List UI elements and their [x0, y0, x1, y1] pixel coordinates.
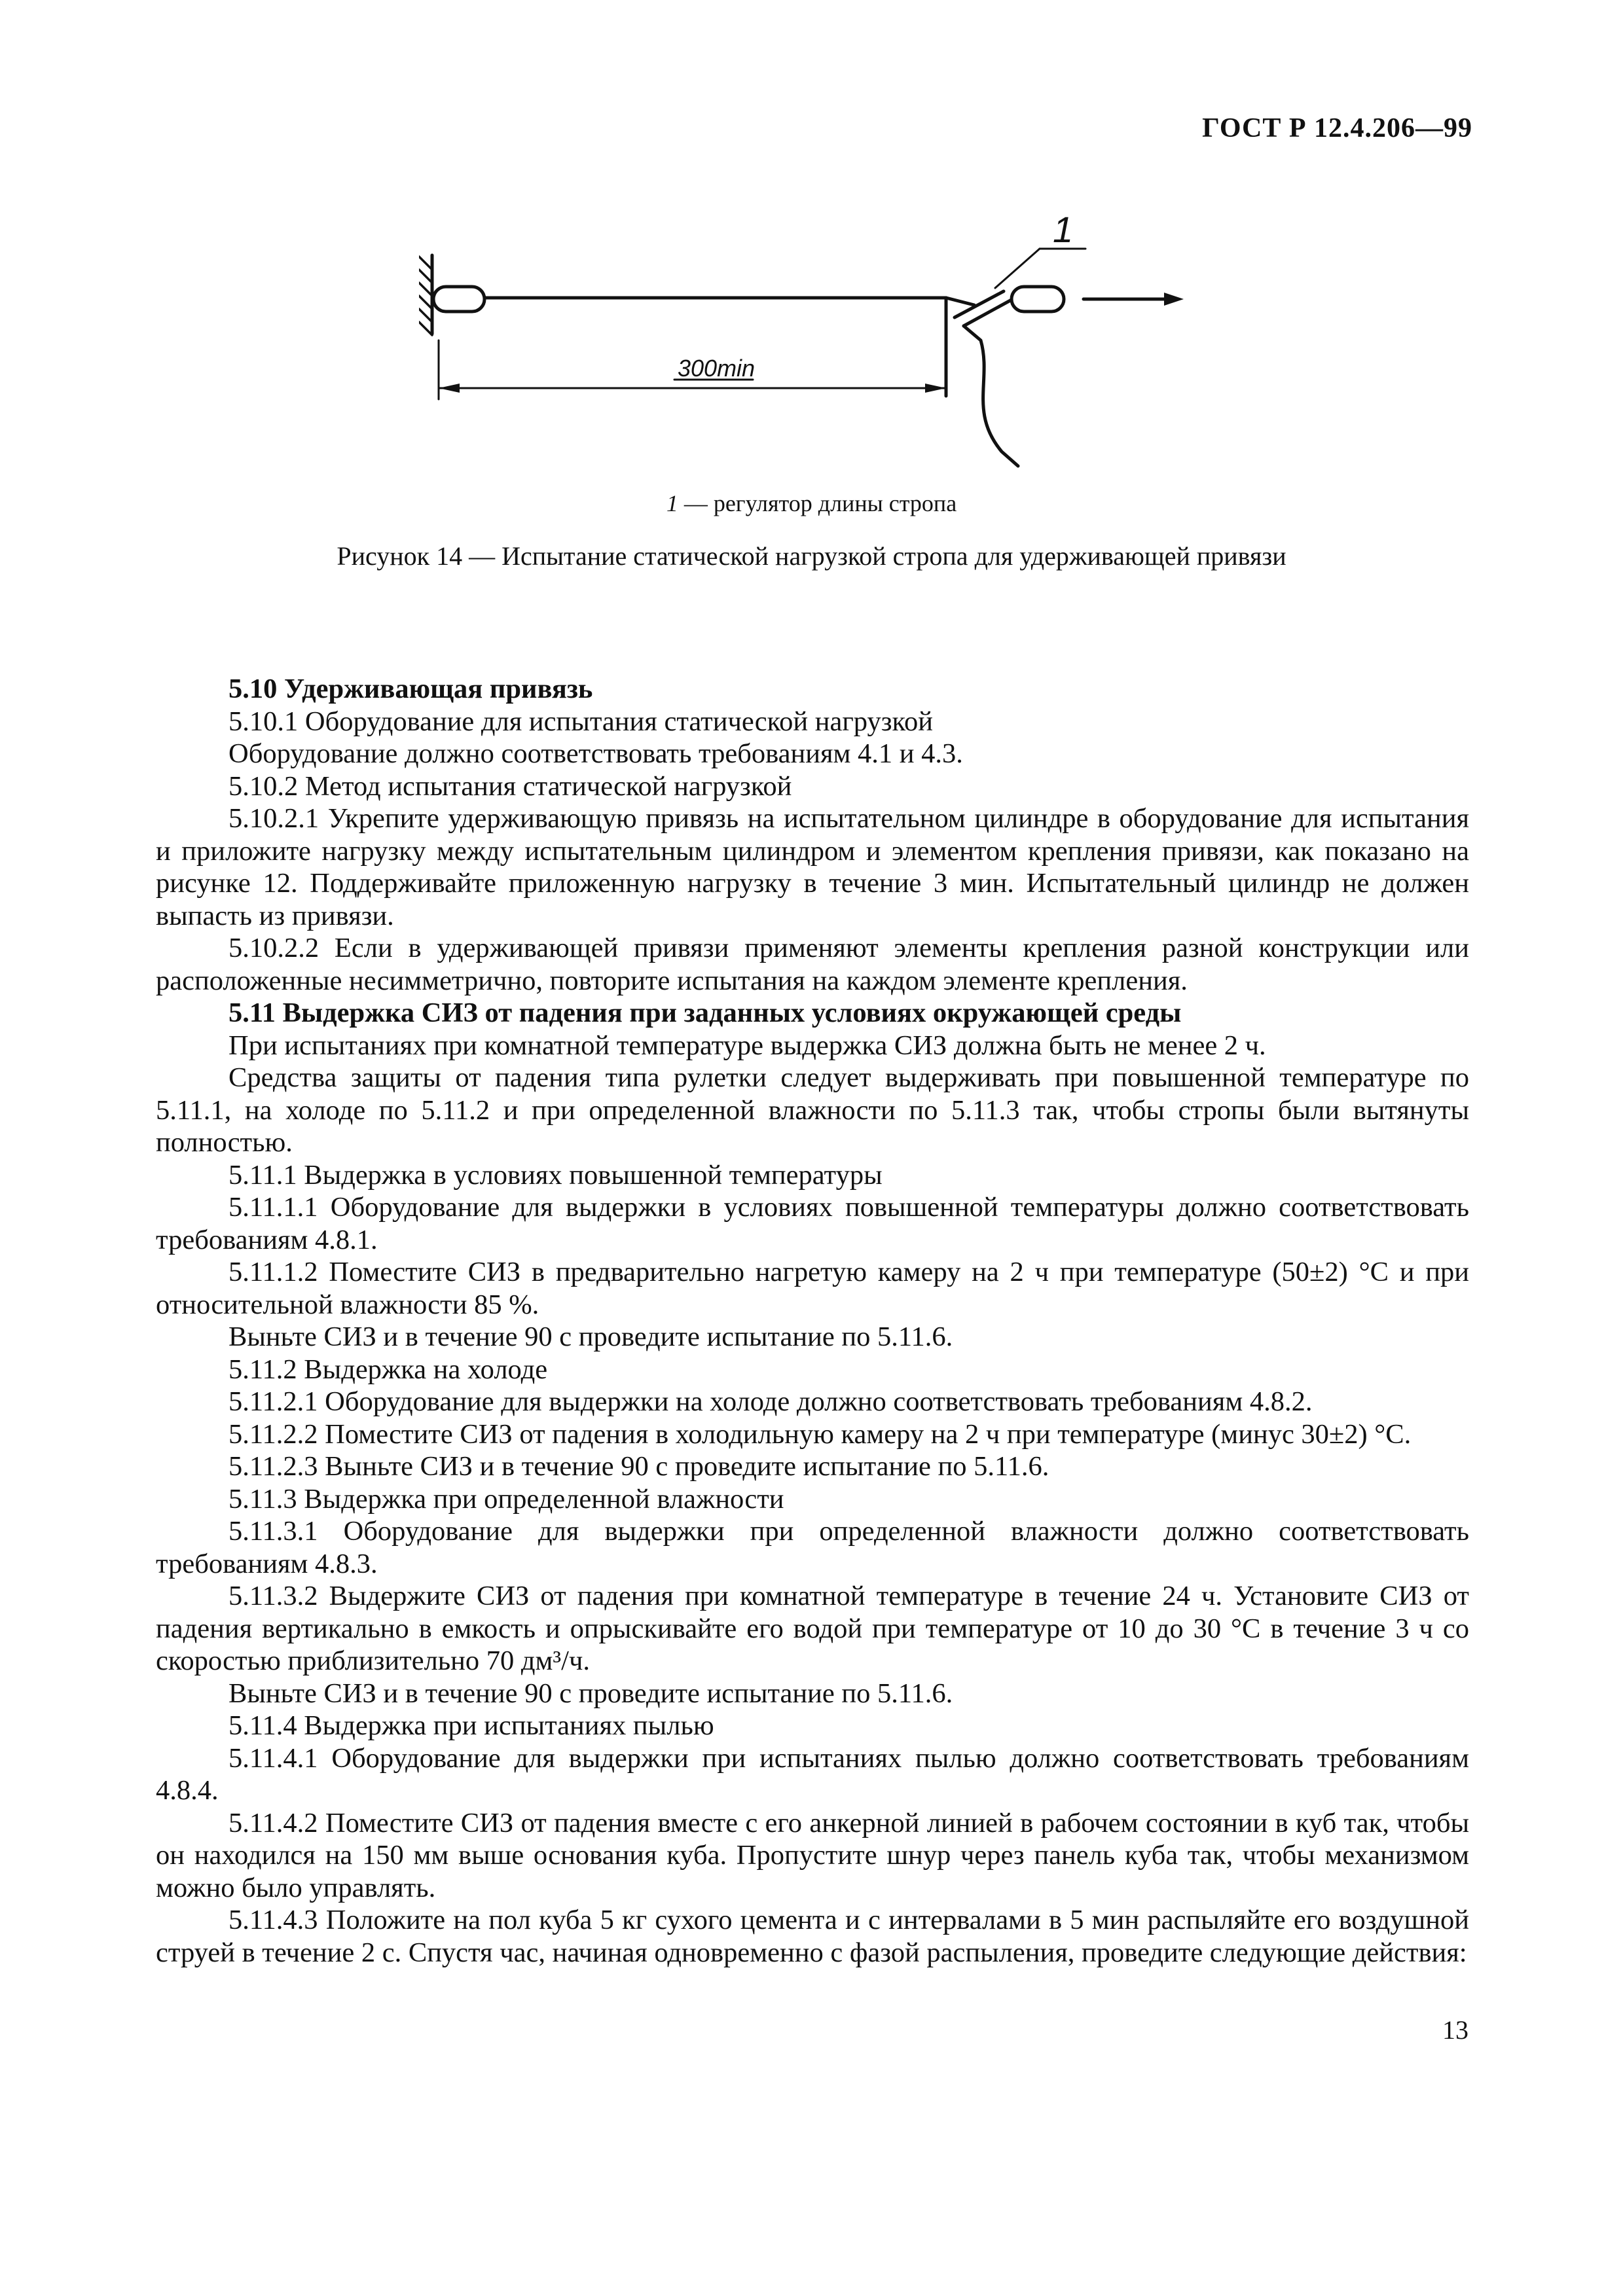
- left-loop: [433, 287, 484, 312]
- paragraph: 5.11.3.2 Выдержите СИЗ от падения при комнатной температуре в течение 24 ч. Установите СИЗ от падения вертикально в емкость и опрыскивайте его водой при температуре от 10 до 30 °С в течение 3 ч со скоростью приблизительно 70 дм³/ч.: [156, 1581, 1469, 1676]
- callout-leader: [995, 249, 1040, 288]
- paragraph: 5.11.2 Выдержка на холоде: [228, 1354, 548, 1385]
- paragraph: Средства защиты от падения типа рулетки следует выдерживать при повышенной температуре по 5.11.1, на холоде по 5.11.2 и при определенной влажности по 5.11.3 так, чтобы стропы были вытянуты полностью.: [156, 1062, 1469, 1158]
- dimension-value: 300min: [678, 355, 756, 382]
- paragraph: 5.11.2.2 Поместите СИЗ от падения в холодильную камеру на 2 ч при температуре (минус 30±2) °С.: [228, 1418, 1412, 1450]
- legend-number: 1: [666, 490, 678, 516]
- section-heading: 5.11 Выдержка СИЗ от падения при заданных условиях окружающей среды: [228, 997, 1182, 1028]
- wall-hatching: [419, 257, 432, 335]
- paragraph: При испытаниях при комнатной температуре выдержка СИЗ должна быть не менее 2 ч.: [228, 1030, 1266, 1061]
- paragraph: 5.11.1.2 Поместите СИЗ в предварительно нагретую камеру на 2 ч при температуре (50±2) °С и при относительной влажности 85 %.: [156, 1257, 1469, 1320]
- callout-number: 1: [1053, 209, 1074, 250]
- paragraph: 5.10.2 Метод испытания статической нагрузкой: [228, 770, 792, 802]
- dimension-arrowhead-left: [439, 384, 460, 393]
- paragraph: 5.11.4 Выдержка при испытаниях пылью: [228, 1710, 714, 1741]
- paragraph: 5.11.2.1 Оборудование для выдержки на холоде должно соответствовать требованиям 4.8.2.: [228, 1386, 1313, 1417]
- paragraph: Выньте СИЗ и в течение 90 с проведите испытание по 5.11.6.: [228, 1321, 953, 1352]
- paragraph: 5.10.2.1 Укрепите удерживающую привязь на испытательном цилиндре в оборудование для испытания и приложите нагрузку между испытательным цилиндром и элементом крепления привязи, как показано на рисунке 12. Поддерживайте приложенную нагрузку в течение 3 мин. Испытательный цилиндр не должен выпасть из привязи.: [156, 803, 1469, 931]
- paragraph: 5.11.4.2 Поместите СИЗ от падения вместе с его анкерной линией в рабочем состоянии в куб так, чтобы он находился на 150 мм выше основания куба. Пропустите шнур через панель куба так, чтобы механизмом можно было управлять.: [156, 1807, 1469, 1903]
- paragraph: 5.11.4.3 Положите на пол куба 5 кг сухого цемента и с интервалами в 5 мин распыляйте его воздушной струей в течение 2 с. Спустя час, начиная одновременно с фазой распыления, проведите следующие действия:: [156, 1905, 1469, 1968]
- paragraph: 5.11.4.1 Оборудование для выдержки при испытаниях пылью должно соответствовать требованиям 4.8.4.: [156, 1742, 1469, 1806]
- paragraph: 5.10.2.2 Если в удерживающей привязи применяют элементы крепления разной конструкции или расположенные несимметрично, повторите испытания на каждом элементе крепления.: [156, 933, 1469, 996]
- paragraph: Оборудование должно соответствовать требованиям 4.1 и 4.3.: [228, 738, 963, 769]
- paragraph: 5.11.1.1 Оборудование для выдержки в условиях повышенной температуры должно соответствовать требованиям 4.8.1.: [156, 1192, 1469, 1255]
- paragraph: 5.11.3.1 Оборудование для выдержки при определенной влажности должно соответствовать требованиям 4.8.3.: [156, 1516, 1469, 1579]
- legend-text: — регулятор длины стропа: [678, 490, 957, 516]
- lanyard-test-diagram: [419, 183, 1224, 491]
- paragraph: 5.11.3 Выдержка при определенной влажности: [228, 1483, 784, 1515]
- paragraph: 5.11.1 Выдержка в условиях повышенной температуры: [228, 1159, 883, 1191]
- free-end-of-strap: [964, 326, 1018, 466]
- section-heading: 5.10 Удерживающая привязь: [228, 673, 593, 704]
- figure-legend: [0, 490, 1623, 517]
- force-arrowhead: [1164, 293, 1184, 306]
- paragraph: 5.11.2.3 Выньте СИЗ и в течение 90 с проведите испытание по 5.11.6.: [228, 1451, 1049, 1482]
- page-number: 13: [1442, 2015, 1468, 2045]
- right-loop: [1012, 287, 1064, 312]
- document-code: ГОСТ Р 12.4.206—99: [1202, 113, 1472, 143]
- paragraph: 5.10.1 Оборудование для испытания статической нагрузкой: [228, 706, 934, 737]
- figure-14: [419, 183, 1224, 491]
- figure-caption: Рисунок 14 — Испытание статической нагрузкой стропа для удерживающей привязи: [337, 541, 1286, 571]
- paragraph: Выньте СИЗ и в течение 90 с проведите испытание по 5.11.6.: [228, 1677, 953, 1709]
- body-text: [156, 673, 1469, 1969]
- dimension-arrowhead-right: [925, 384, 946, 393]
- length-adjuster: [946, 291, 1012, 326]
